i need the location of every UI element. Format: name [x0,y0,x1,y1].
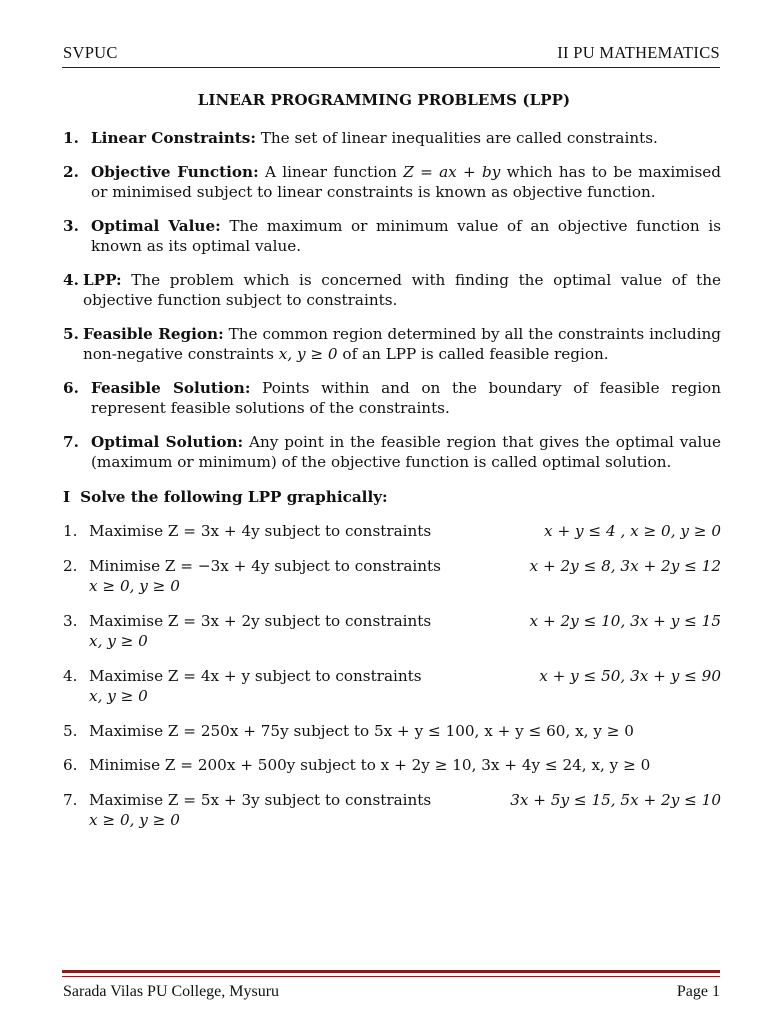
header-divider [62,67,720,68]
definition-item [63,324,721,365]
definition-number: 3. [63,216,79,235]
problem-number: 3. [63,611,78,630]
problem-number: 2. [63,556,78,575]
section-roman: I [63,487,71,506]
definition-number: 4. [63,270,79,289]
section-title: Solve the following LPP graphically: [80,487,388,506]
definition-number: 5. [63,324,79,343]
problem-statement: Maximise Z = 3x + 2y subject to constraints [89,611,432,630]
definition-item [63,162,721,203]
definition-item [63,270,721,311]
problem-constraints-continued: x, y ≥ 0 [89,632,148,650]
definition-text: The maximum or minimum value of an objective function is known as its optimal value. [91,216,721,255]
definition-text: Points within and on the boundary of feasible region represent feasible solutions of the constraints. [91,378,721,417]
definition-term: Feasible Region: [83,324,224,343]
problem-constraints: x + y ≤ 50, 3x + y ≤ 90 [539,666,721,685]
problem-statement: Minimise Z = −3x + 4y subject to constraints [89,556,441,575]
problem-statement: Maximise Z = 5x + 3y subject to constraints [89,790,432,809]
definition-item [63,378,721,419]
definition-term: Feasible Solution: [91,378,251,397]
constraint-formula: x, y ≥ 0 [278,345,338,363]
definition-text: The common region determined by all the constraints including non-negative constraints [83,324,721,363]
problem-constraints-continued: x ≥ 0, y ≥ 0 [89,811,180,829]
definition-number: 1. [63,129,79,147]
objective-formula: Z = ax + by [403,162,501,181]
problem-item [63,666,721,707]
footer-left: Sarada Vilas PU College, Mysuru [63,983,280,1000]
page-number: Page 1 [676,983,720,1000]
problem-number: 7. [63,790,78,809]
problem-statement: Maximise Z = 250x + 75y subject to 5x + y ≤ 100, x + y ≤ 60, x, y ≥ 0 [89,721,634,740]
definition-item [63,432,721,473]
problem-constraints: x + 2y ≤ 10, 3x + y ≤ 15 [529,611,721,630]
footer-divider-thin [62,976,720,977]
definition-number: 6. [63,378,79,397]
definition-text: A linear function [258,162,404,181]
definition-item [63,216,721,257]
definition-term: Linear Constraints: [91,129,256,147]
problem-constraints-continued: x, y ≥ 0 [89,687,148,705]
problem-item [63,521,721,542]
definition-text: which has to be maximised or minimised subject to linear constraints is known as objective function. [91,162,721,201]
definition-text: Any point in the feasible region that gives the optimal value (maximum or minimum) of the objective function is called optimal solution. [91,432,721,471]
definition-number: 7. [63,432,79,451]
definition-text: of an LPP is called feasible region. [337,345,609,363]
header-right: II PU MATHEMATICS [557,43,720,62]
definition-term: LPP: [83,270,122,289]
document-body [63,128,721,845]
problem-item [63,755,721,776]
problem-constraints-continued: x ≥ 0, y ≥ 0 [89,577,180,595]
definition-term: Objective Function: [91,162,259,181]
problem-number: 4. [63,666,78,685]
definition-number: 2. [63,162,79,181]
header-left: SVPUC [63,43,118,62]
problem-constraints: 3x + 5y ≤ 15, 5x + 2y ≤ 10 [510,790,721,809]
problem-number: 6. [63,756,78,774]
problem-number: 5. [63,721,78,740]
definition-item [63,128,721,149]
page-footer [63,983,720,1001]
definition-text: The problem which is concerned with finding the optimal value of the objective function subject to constraints. [83,270,721,309]
footer-divider-thick [62,970,720,973]
definition-term: Optimal Value: [91,216,221,235]
problem-constraints: x + 2y ≤ 8, 3x + 2y ≤ 12 [529,556,721,575]
problem-statement: Minimise Z = 200x + 500y subject to x + 2y ≥ 10, 3x + 4y ≤ 24, x, y ≥ 0 [89,756,651,774]
problem-item [63,721,721,742]
problem-statement: Maximise Z = 3x + 4y subject to constraints [89,522,432,540]
page-title: LINEAR PROGRAMMING PROBLEMS (LPP) [197,91,571,109]
problem-item [63,556,721,597]
problem-item [63,790,721,831]
page-header [63,43,720,63]
problem-constraints: x + y ≤ 4 , x ≥ 0, y ≥ 0 [544,522,721,540]
problem-statement: Maximise Z = 4x + y subject to constraints [89,666,422,685]
problem-item [63,611,721,652]
problem-number: 1. [63,522,78,540]
definition-term: Optimal Solution: [91,432,244,451]
definition-text: The set of linear inequalities are called constraints. [255,129,658,147]
section-heading [63,487,721,508]
